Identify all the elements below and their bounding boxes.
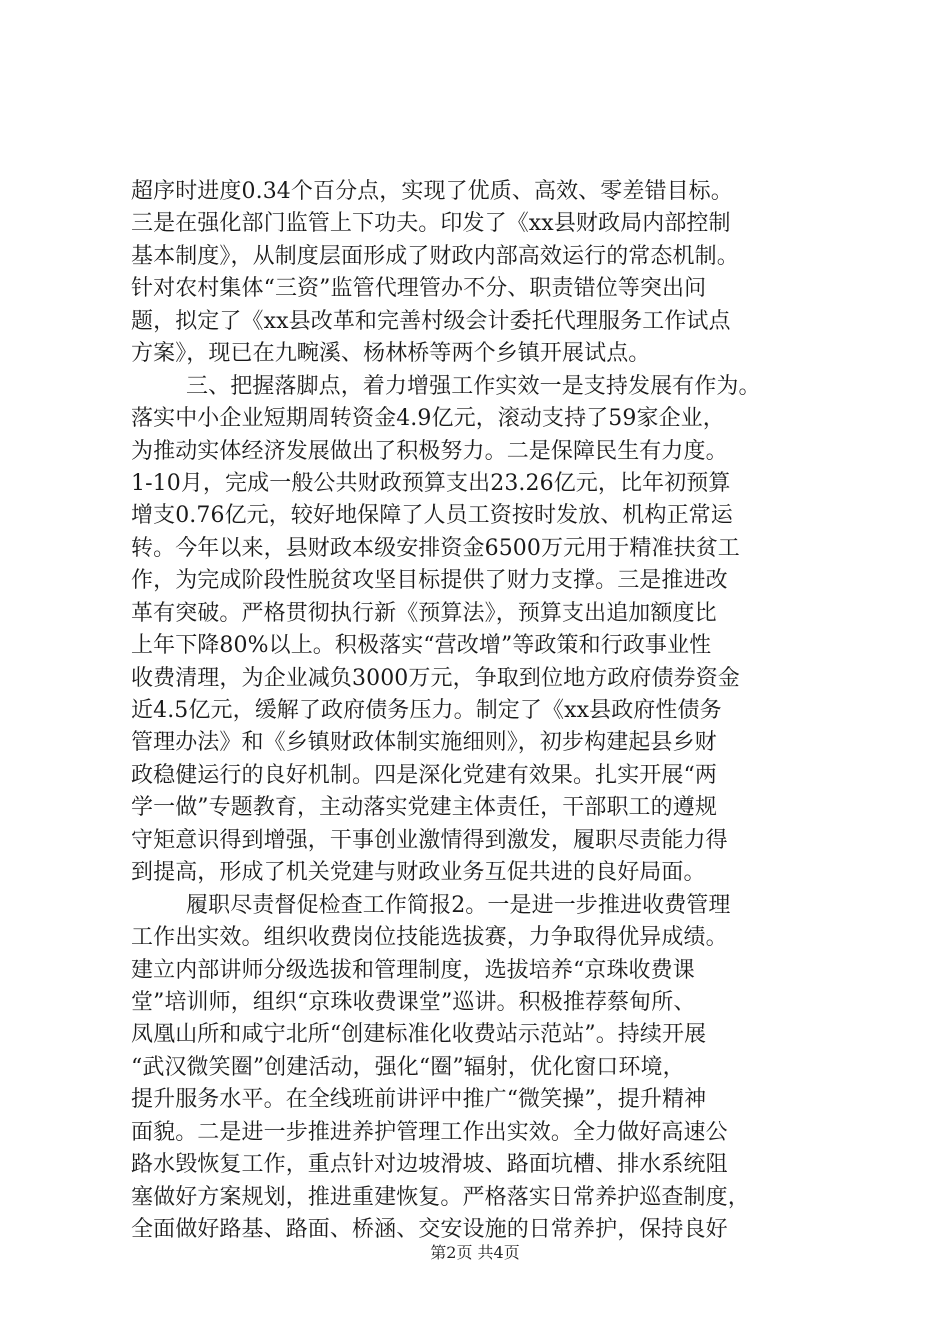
text-line: 为推动实体经济发展做出了积极努力。二是保障民生有力度。	[131, 438, 728, 464]
text-line: 落实中小企业短期周转资金4.9亿元，滚动支持了59家企业，	[131, 406, 725, 432]
text-line: 管理办法》和《乡镇财政体制实施细则》，初步构建起县乡财	[131, 730, 717, 756]
text-line: 政稳健运行的良好机制。四是深化党建有效果。扎实开展“两	[131, 762, 717, 788]
text-line: 塞做好方案规划，推进重建恢复。严格落实日常养护巡查制度，	[131, 1184, 750, 1210]
text-line: 1-10月，完成一般公共财政预算支出23.26亿元，比年初预算	[131, 470, 731, 496]
text-line: 收费清理，为企业减负3000万元，争取到位地方政府债券资金	[131, 665, 740, 691]
text-line: 三是在强化部门监管上下功夫。印发了《xx县财政局内部控制	[131, 211, 731, 237]
text-line: 守矩意识得到增强，干事创业激情得到激发，履职尽责能力得	[131, 827, 728, 853]
text-line: 基本制度》，从制度层面形成了财政内部高效运行的常态机制。	[131, 243, 739, 269]
text-line: 工作出实效。组织收费岗位技能选拔赛，力争取得优异成绩。	[131, 925, 728, 951]
text-line: 题，拟定了《xx县改革和完善村级会计委托代理服务工作试点	[131, 308, 731, 334]
page-number-label: 第2页 共4页	[430, 1243, 520, 1262]
text-line: 增支0.76亿元，较好地保障了人员工资按时发放、机构正常运	[131, 503, 733, 529]
text-line: 面貌。二是进一步推进养护管理工作出实效。全力做好高速公	[131, 1119, 728, 1145]
text-line: 针对农村集体“三资”监管代理管办不分、职责错位等突出问	[131, 276, 707, 302]
text-line: 提升服务水平。在全线班前讲评中推广“微笑操”，提升精神	[131, 1087, 707, 1113]
paragraph-first-line: 三、把握落脚点，着力增强工作实效一是支持发展有作为。	[186, 373, 761, 399]
text-line: 超序时进度0.34个百分点，实现了优质、高效、零差错目标。	[131, 179, 733, 204]
document-body	[131, 176, 831, 1246]
text-line: 全面做好路基、路面、桥涵、交安设施的日常养护，保持良好	[131, 1217, 728, 1242]
paragraph-first-line: 履职尽责督促检查工作简报2。一是进一步推进收费管理	[186, 892, 731, 918]
text-line: 方案》，现已在九畹溪、杨林桥等两个乡镇开展试点。	[131, 341, 651, 367]
text-line: 革有突破。严格贯彻执行新《预算法》，预算支出追加额度比	[131, 600, 717, 626]
text-line: 学一做”专题教育，主动落实党建主体责任，干部职工的遵规	[131, 795, 717, 821]
text-line: 堂”培训师，组织“京珠收费课堂”巡讲。积极推荐蔡甸所、	[131, 989, 696, 1015]
text-line: 建立内部讲师分级选拔和管理制度，选拔培养“京珠收费课	[131, 957, 695, 983]
page-footer	[0, 1243, 950, 1263]
text-line: 上年下降80%以上。积极落实“营改增”等政策和行政事业性	[131, 633, 712, 659]
text-line: 路水毁恢复工作，重点针对边坡滑坡、路面坑槽、排水系统阻	[131, 1152, 728, 1178]
text-line: 到提高，形成了机关党建与财政业务互促共进的良好局面。	[131, 860, 706, 886]
text-line: 近4.5亿元，缓解了政府债务压力。制定了《xx县政府性债务	[131, 698, 722, 723]
text-line: 凤凰山所和咸宁北所“创建标准化收费站示范站”。持续开展	[131, 1022, 707, 1048]
text-line: 作，为完成阶段性脱贫攻坚目标提供了财力支撑。三是推进改	[131, 568, 728, 594]
text-line: 转。今年以来，县财政本级安排资金6500万元用于精准扶贫工	[131, 535, 740, 561]
text-line: “武汉微笑圈”创建活动，强化“圈”辐射，优化窗口环境，	[131, 1054, 685, 1080]
